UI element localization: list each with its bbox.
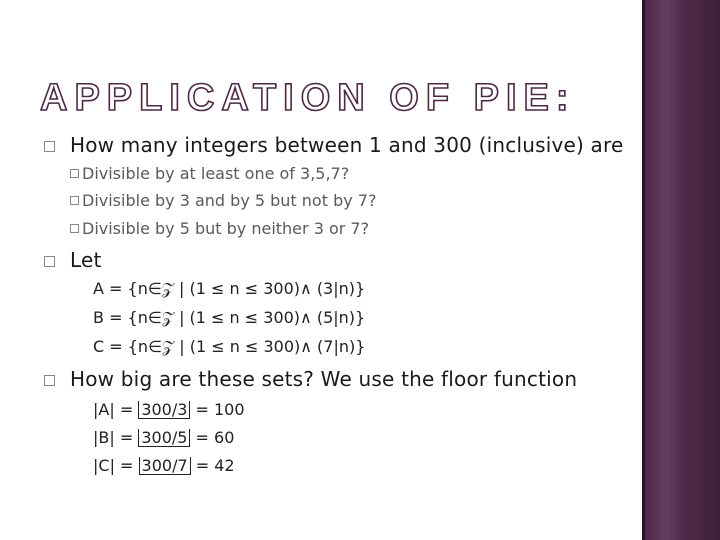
question-text: How many integers between 1 and 300 (inclusive) are bbox=[70, 133, 624, 157]
sub-item-3: Divisible by 5 but by neither 3 or 7? bbox=[82, 219, 370, 238]
floor-result-a bbox=[93, 400, 245, 419]
floor-lhs: |A| = bbox=[93, 400, 139, 419]
floor-rhs: = 60 bbox=[190, 428, 235, 447]
set-definition-b: B = {n∈𝒵 | (1 ≤ n ≤ 300)∧ (5|n)} bbox=[93, 308, 366, 327]
sub-bullet-icon bbox=[70, 224, 79, 233]
floor-lhs: |C| = bbox=[93, 456, 139, 475]
floor-rhs: = 42 bbox=[190, 456, 235, 475]
set-definition-a: A = {n∈𝒵 | (1 ≤ n ≤ 300)∧ (3|n)} bbox=[93, 279, 366, 298]
bullet-icon bbox=[44, 256, 55, 267]
let-label: Let bbox=[70, 248, 102, 272]
floor-lhs: |B| = bbox=[93, 428, 139, 447]
slide-title bbox=[40, 70, 640, 118]
sub-item-1: Divisible by at least one of 3,5,7? bbox=[82, 164, 350, 183]
decorative-sidebar bbox=[642, 0, 720, 540]
sub-item-2: Divisible by 3 and by 5 but not by 7? bbox=[82, 191, 377, 210]
how-big-text: How big are these sets? We use the floor function bbox=[70, 367, 578, 391]
sidebar-edge bbox=[642, 0, 645, 540]
floor-rhs: = 100 bbox=[190, 400, 245, 419]
floor-expression: 300/7 bbox=[139, 457, 191, 475]
floor-result-c bbox=[93, 456, 235, 475]
floor-expression: 300/5 bbox=[138, 429, 190, 447]
floor-result-b bbox=[93, 428, 234, 447]
slide-title-text: APPLICATION OF PIE: bbox=[40, 77, 576, 118]
bullet-icon bbox=[44, 375, 55, 386]
floor-expression: 300/3 bbox=[138, 401, 190, 419]
sub-bullet-icon bbox=[70, 196, 79, 205]
sidebar-sheen bbox=[652, 0, 682, 540]
set-definition-c: C = {n∈𝒵 | (1 ≤ n ≤ 300)∧ (7|n)} bbox=[93, 337, 366, 356]
sub-bullet-icon bbox=[70, 169, 79, 178]
bullet-icon bbox=[44, 141, 55, 152]
